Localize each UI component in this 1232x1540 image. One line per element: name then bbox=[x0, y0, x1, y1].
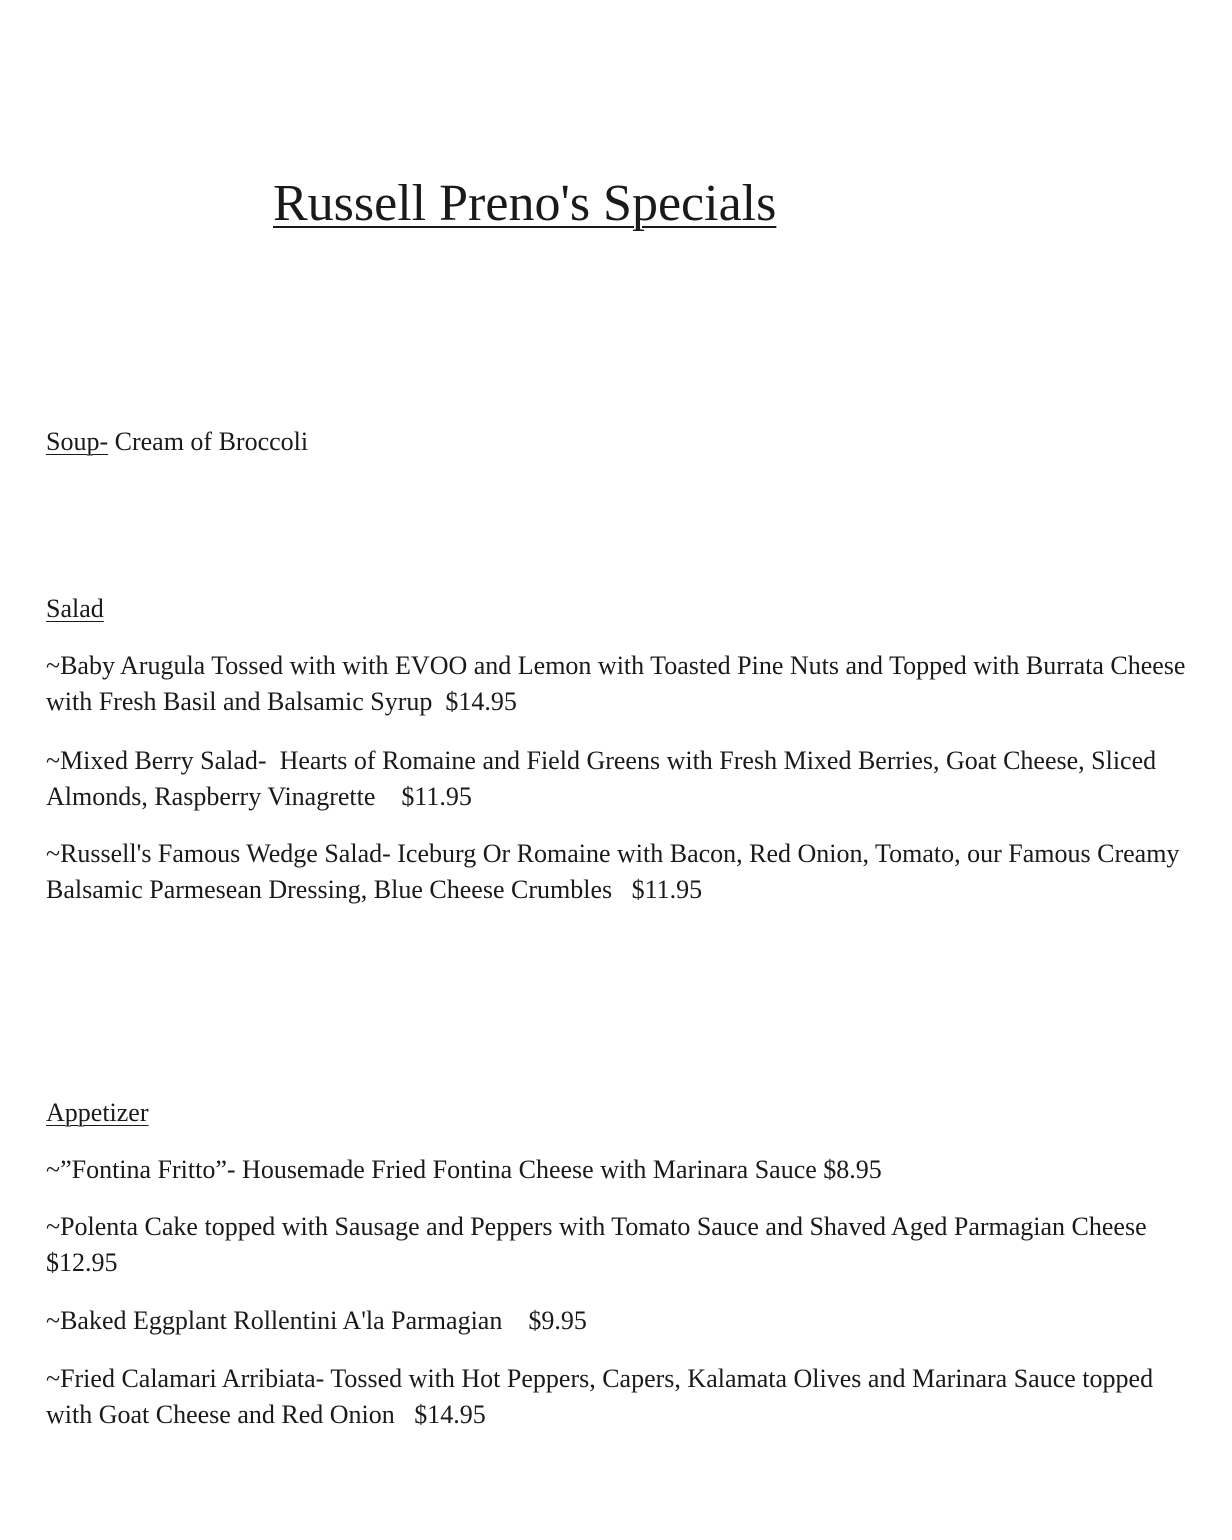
appetizer-item: ~”Fontina Fritto”- Housemade Fried Fontina Cheese with Marinara Sauce $8.95 bbox=[46, 1155, 882, 1184]
salad-item: ~Baby Arugula Tossed with with EVOO and Lemon with Toasted Pine Nuts and Topped with Burrata Cheese with Fresh Basil and Balsamic Syrup $14.95 bbox=[46, 651, 1192, 716]
appetizer-item: ~Fried Calamari Arribiata- Tossed with Hot Peppers, Capers, Kalamata Olives and Marinara Sauce topped with Goat Cheese and Red Onion $14.95 bbox=[46, 1364, 1160, 1429]
salad-heading: Salad bbox=[46, 594, 104, 623]
appetizer-item: ~Baked Eggplant Rollentini A'la Parmagian $9.95 bbox=[46, 1306, 587, 1335]
soup-heading: Soup- bbox=[46, 427, 109, 456]
page-title: Russell Preno's Specials bbox=[273, 175, 777, 232]
soup-text: Cream of Broccoli bbox=[108, 427, 309, 456]
soup-line bbox=[46, 424, 1186, 460]
appetizer-item: ~Polenta Cake topped with Sausage and Peppers with Tomato Sauce and Shaved Aged Parmagian Cheese $12.95 bbox=[46, 1212, 1167, 1277]
salad-item: ~Mixed Berry Salad- Hearts of Romaine and Field Greens with Fresh Mixed Berries, Goat Cheese, Sliced Almonds, Raspberry Vinagrette $11.95 bbox=[46, 746, 1162, 811]
salad-item: ~Russell's Famous Wedge Salad- Iceburg Or Romaine with Bacon, Red Onion, Tomato, our Famous Creamy Balsamic Parmesean Dressing, Blue Cheese Crumbles $11.95 bbox=[46, 839, 1186, 904]
appetizer-heading: Appetizer bbox=[46, 1098, 149, 1127]
